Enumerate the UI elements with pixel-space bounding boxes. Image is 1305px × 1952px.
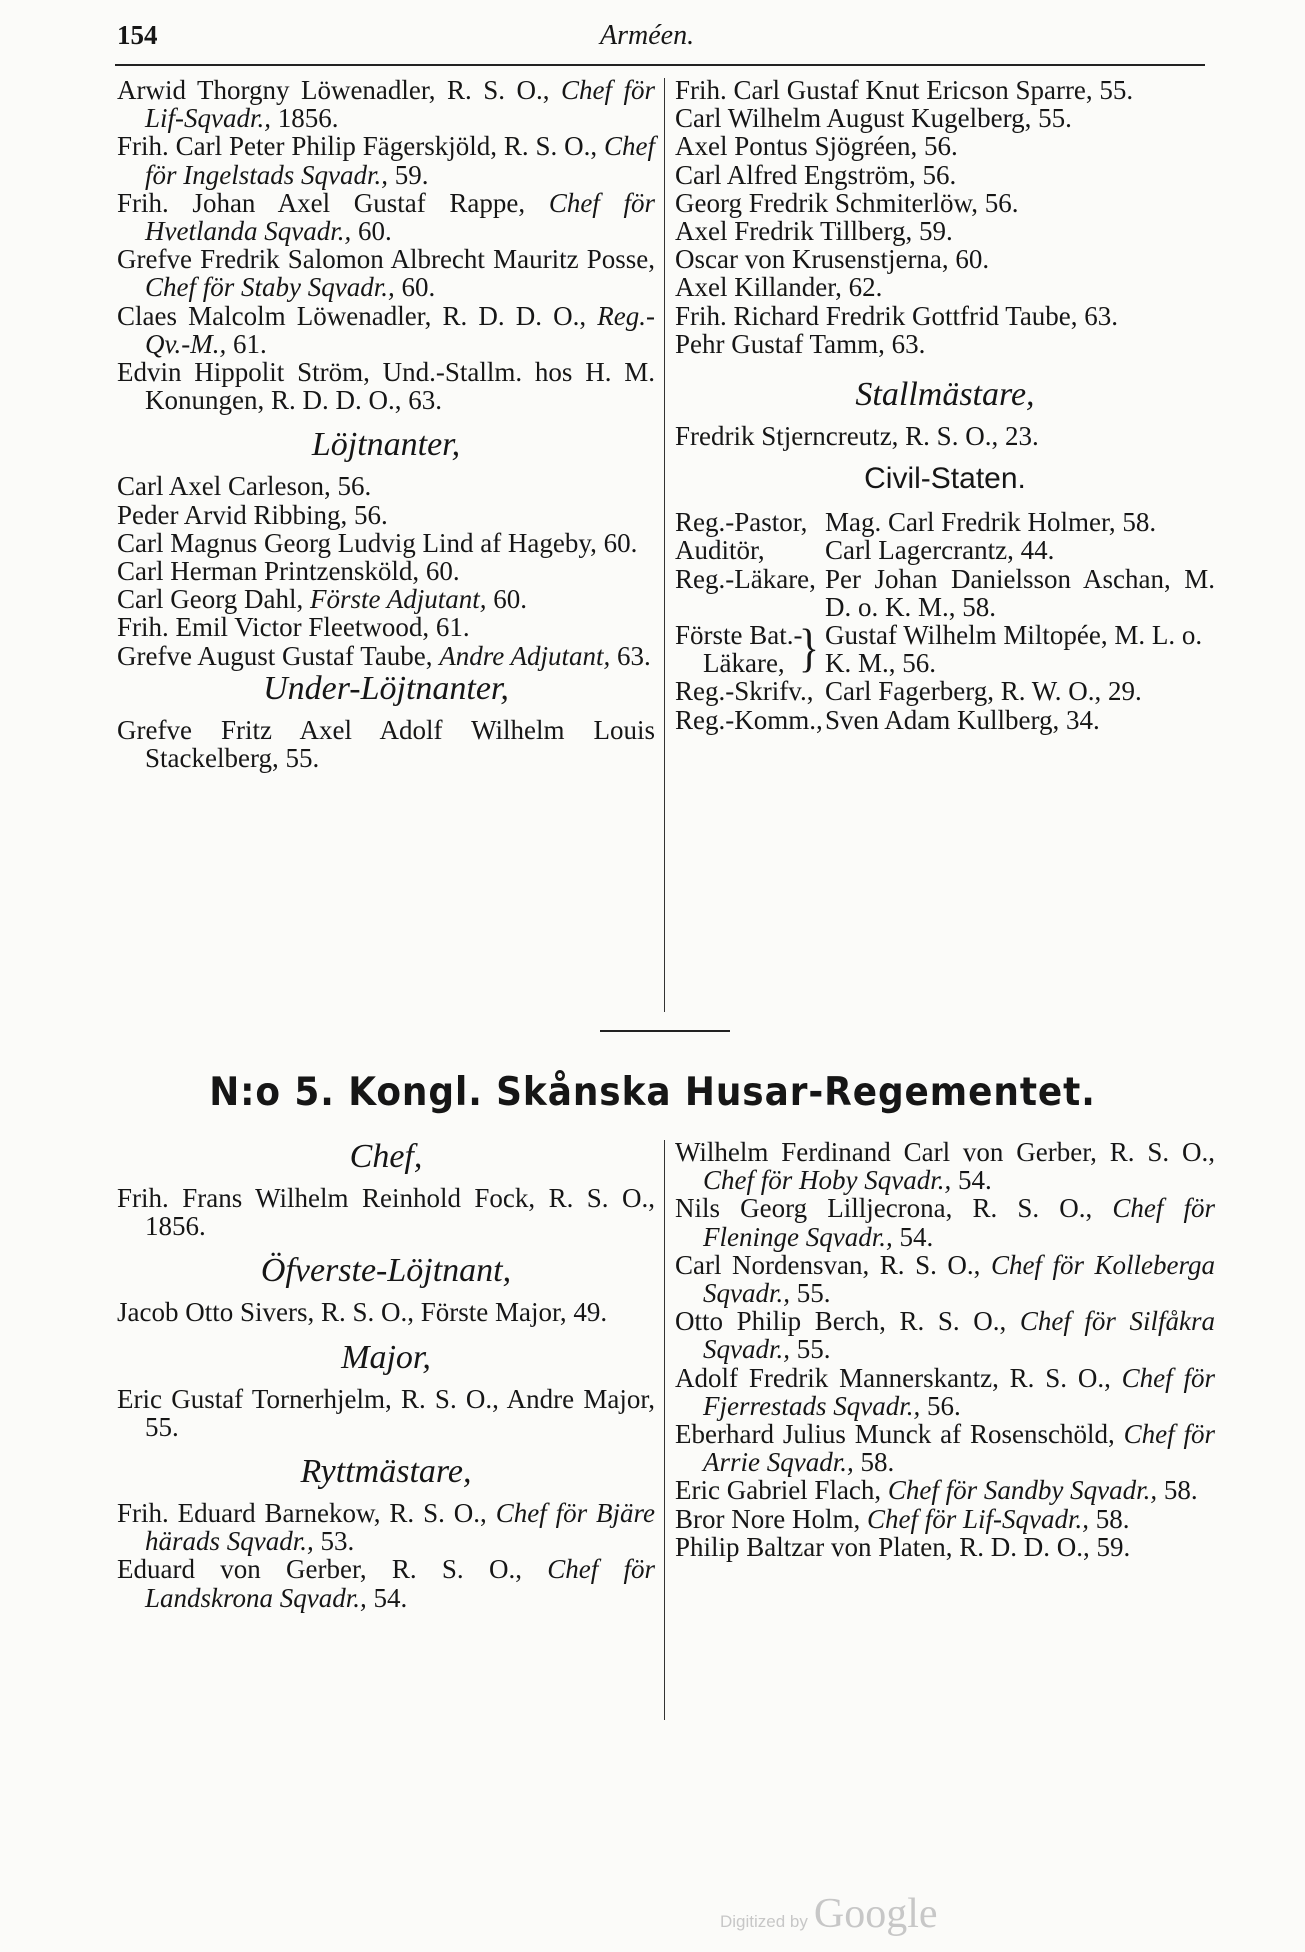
civil-label: Reg.-Komm., <box>675 704 823 735</box>
civil-value: Sven Adam Kullberg, 34. <box>825 704 1100 735</box>
officer-entry: Axel Fredrik Tillberg, 59. <box>675 216 953 247</box>
civil-value: Mag. Carl Fredrik Holmer, 58. <box>825 507 1157 538</box>
top-right-column <box>675 76 1215 734</box>
officer-entry: Frih. Johan Axel Gustaf Rappe, Chef för Hvetlanda Sqvadr., 60. <box>117 187 655 247</box>
civil-label: Reg.-Skrifv., <box>675 676 814 707</box>
section-heading-stallmastare: Stallmästare, <box>855 376 1035 414</box>
civil-label: Auditör, <box>675 535 765 566</box>
civil-row <box>675 706 1215 734</box>
officer-entry: Carl Herman Printzensköld, 60. <box>117 556 460 587</box>
running-title: Arméen. <box>600 20 695 51</box>
regiment-title: N:o 5. Kongl. Skånska Husar-Regementet. <box>209 1070 1096 1115</box>
top-left-column <box>117 76 655 772</box>
column-divider <box>664 78 665 1012</box>
section-heading-ryttmastare: Ryttmästare, <box>300 1453 472 1491</box>
section-heading-chef: Chef, <box>349 1138 423 1175</box>
page-number: 154 <box>117 20 158 50</box>
civil-value: Carl Fagerberg, R. W. O., 29. <box>825 676 1142 707</box>
google-logo: Google <box>813 1891 938 1937</box>
officer-entry: Oscar von Krusenstjerna, 60. <box>675 244 990 275</box>
civil-row <box>675 536 1215 564</box>
officer-entry: Frih. Frans Wilhelm Reinhold Fock, R. S. O., 1856. <box>117 1183 655 1242</box>
section-heading-civil: Civil-Staten. <box>864 462 1026 496</box>
officer-entry: Axel Killander, 62. <box>675 272 883 303</box>
officer-entry: Peder Arvid Ribbing, 56. <box>117 499 388 530</box>
brace-glyph: } <box>798 620 819 678</box>
civil-row <box>675 508 1215 536</box>
officer-entry: Frih. Eduard Barnekow, R. S. O., Chef för Bjäre härads Sqvadr., 53. <box>117 1498 655 1557</box>
officer-entry: Carl Alfred Engström, 56. <box>675 159 957 190</box>
officer-entry: Adolf Fredrik Mannerskantz, R. S. O., Chef för Fjerrestads Sqvadr., 56. <box>675 1362 1215 1421</box>
officer-entry: Carl Magnus Georg Ludvig Lind af Hageby, 60. <box>117 527 638 558</box>
section-rule <box>600 1030 730 1032</box>
section-heading-underlojtnanter: Under-Löjtnanter, <box>263 669 509 707</box>
officer-entry: Pehr Gustaf Tamm, 63. <box>675 328 926 359</box>
civil-row <box>675 565 1215 621</box>
officer-entry: Carl Axel Carleson, 56. <box>117 471 372 502</box>
officer-entry: Axel Pontus Sjögréen, 56. <box>675 131 958 162</box>
officer-entry: Eduard von Gerber, R. S. O., Chef för Landskrona Sqvadr., 54. <box>117 1554 656 1613</box>
officer-entry: Georg Fredrik Schmiterlöw, 56. <box>675 187 1019 218</box>
officer-entry: Jacob Otto Sivers, R. S. O., Förste Major, 49. <box>117 1297 608 1328</box>
officer-entry: Eberhard Julius Munck af Rosenschöld, Chef för Arrie Sqvadr., 58. <box>675 1419 1215 1478</box>
digitized-by-google-watermark <box>720 1890 938 1938</box>
civil-value: Carl Lagercrantz, 44. <box>825 535 1055 566</box>
officer-entry: Edvin Hippolit Ström, Und.-Stallm. hos H. M. Konungen, R. D. D. O., 63. <box>117 357 655 416</box>
civil-value: Gustaf Wilhelm Miltopée, M. L. o. K. M., 56. <box>825 620 1203 679</box>
officer-entry: Wilhelm Ferdinand Carl von Gerber, R. S. O., Chef för Hoby Sqvadr., 54. <box>675 1137 1215 1196</box>
header-rule <box>115 64 1205 66</box>
civil-label: Reg.-Läkare, <box>675 563 816 594</box>
officer-entry: Frih. Richard Fredrik Gottfrid Taube, 63. <box>675 300 1119 331</box>
civil-label: Förste Bat.- Läkare, } <box>675 620 819 679</box>
officer-entry: Nils Georg Lilljecrona, R. S. O., Chef för Fleninge Sqvadr., 54. <box>675 1193 1215 1252</box>
officer-entry: Frih. Carl Gustaf Knut Ericson Sparre, 55. <box>675 75 1134 105</box>
officer-entry: Frih. Carl Peter Philip Fägerskjöld, R. S. O., Chef för Ingelstads Sqvadr., 59. <box>117 131 655 190</box>
officer-entry: Grefve Fritz Axel Adolf Wilhelm Louis Stackelberg, 55. <box>117 714 655 774</box>
officer-entry: Grefve August Gustaf Taube, Andre Adjutant, 63. <box>117 640 651 671</box>
officer-entry: Arwid Thorgny Löwenadler, R. S. O., Chef för Lif-Sqvadr., 1856. <box>117 75 655 134</box>
officer-entry: Carl Wilhelm August Kugelberg, 55. <box>675 103 1072 134</box>
watermark-prefix: Digitized by <box>720 1912 808 1931</box>
officer-entry: Frih. Emil Victor Fleetwood, 61. <box>117 612 470 643</box>
section-heading-ofverste: Öfverste-Löjtnant, <box>260 1252 512 1290</box>
section-heading-lojtnanter: Löjtnanter, <box>311 426 461 464</box>
bottom-right-column <box>675 1138 1215 1561</box>
column-divider <box>664 1140 665 1720</box>
officer-entry: Carl Nordensvan, R. S. O., Chef för Kolleberga Sqvadr., 55. <box>675 1249 1216 1309</box>
officer-entry: Bror Nore Holm, Chef för Lif-Sqvadr., 58. <box>675 1503 1130 1534</box>
officer-entry: Fredrik Stjerncreutz, R. S. O., 23. <box>675 421 1039 452</box>
bottom-left-column <box>117 1138 655 1612</box>
officer-entry: Eric Gustaf Tornerhjelm, R. S. O., Andre Major, 55. <box>117 1383 655 1442</box>
civil-label: Reg.-Pastor, <box>675 507 808 538</box>
section-heading-major: Major, <box>341 1338 431 1376</box>
officer-entry: Carl Georg Dahl, Förste Adjutant, 60. <box>117 584 527 615</box>
officer-entry: Claes Malcolm Löwenadler, R. D. D. O., Reg.-Qv.-M., 61. <box>117 300 656 359</box>
civil-row-batlakare <box>675 621 1215 677</box>
officer-entry: Otto Philip Berch, R. S. O., Chef för Silfåkra Sqvadr., 55. <box>675 1306 1216 1365</box>
officer-entry: Grefve Fredrik Salomon Albrecht Mauritz Posse, Chef för Staby Sqvadr., 60. <box>117 244 655 303</box>
civil-row <box>675 677 1215 705</box>
officer-entry: Philip Baltzar von Platen, R. D. D. O., 59. <box>675 1531 1131 1562</box>
officer-entry: Eric Gabriel Flach, Chef för Sandby Sqvadr., 58. <box>675 1475 1198 1506</box>
civil-value: Per Johan Danielsson Aschan, M. D. o. K. M., 58. <box>825 563 1215 622</box>
